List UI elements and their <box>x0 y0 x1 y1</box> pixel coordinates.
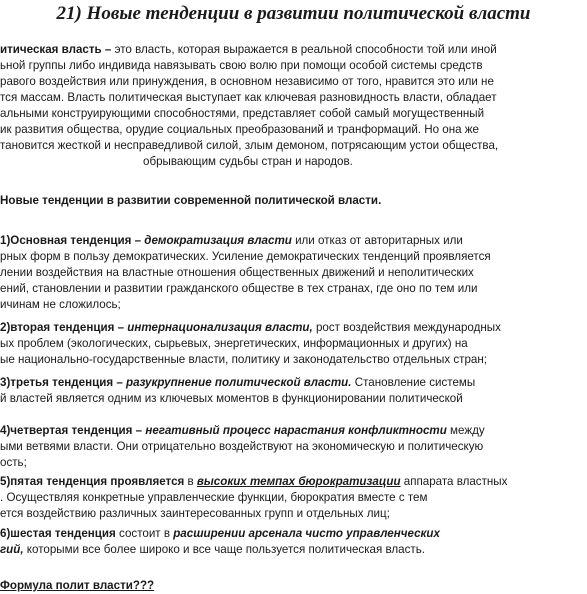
tendency-3-rest: Становление системы <box>351 376 476 389</box>
tendency-4-key: негативный процесс нарастания конфликтности <box>142 424 447 437</box>
intro-line-8: обрывающим судьбы стран и народов. <box>143 155 353 168</box>
tendency-6-line-2 <box>0 542 587 557</box>
tendency-1-line-1 <box>0 233 587 248</box>
tendency-2-line-1 <box>0 320 587 335</box>
tendency-4-rest: между <box>446 424 485 437</box>
tendency-1-line-3: лении воздействия на властные отношения общественных движений и неполитических <box>0 266 474 279</box>
tendency-6-line-1 <box>0 526 587 541</box>
tendency-2-line-2: ых проблем (экологических, сырьевых, энергетических, информационных и других) на <box>0 337 468 350</box>
formula-question: Формула полит власти??? <box>0 579 155 592</box>
tendency-5-mid: в <box>184 475 197 488</box>
intro-term: итическая власть – <box>0 43 112 56</box>
tendency-5-rest: аппарата властных <box>400 475 508 488</box>
intro-line-2: ьной группы либо индивида навязывать свою волю при помощи особой системы средств <box>0 59 483 72</box>
tendency-2-key: интернационализация власти, <box>124 321 313 334</box>
intro-line-6: ик развития общества, орудие социальных преобразований и транформаций. Но она же <box>0 123 480 136</box>
tendency-6-key-cont: гий, <box>0 543 24 556</box>
tendency-1-line-2: рных форм в пользу демократических. Усиление демократических тенденций проявляется <box>0 250 491 263</box>
section-heading: Новые тенденции в развитии современной политической власти. <box>0 194 382 207</box>
intro-line-5: альными конструирующими способностями, представляет собой самый могущественный <box>0 107 485 120</box>
tendency-3-line-2: й властей является одним из ключевых моментов в функционировании политической <box>0 392 463 405</box>
tendency-5-line-3: ется воздействию различных заинтересованных групп и отдельных лиц; <box>0 507 390 520</box>
intro-line-3: равого воздействия или принуждения, в основном независимо от того, нравится это или не <box>0 75 494 88</box>
tendency-1-rest: или отказ от авторитарных или <box>291 234 463 247</box>
page-title: 21) Новые тенденции в развитии политической власти <box>56 3 531 24</box>
tendency-4-line-1 <box>0 423 587 438</box>
tendency-1-line-4: ений, становлении и развитии гражданского обществе в тех странах, где оно по тем или <box>0 282 478 295</box>
tendency-6-key: расширении арсенала чисто управленческих <box>173 527 440 540</box>
intro-line-4: тся массам. Власть политическая выступает как ключевая разновидность власти, обладает <box>0 91 497 104</box>
tendency-1-key: демократизация власти <box>141 234 292 247</box>
tendency-5-line-1 <box>0 474 587 489</box>
tendency-1-lead: 1)Основная тенденция – <box>0 234 142 247</box>
tendency-5-lead: 5)пятая тенденция проявляется <box>0 475 185 488</box>
tendency-3-key: разукрупнение политической власти. <box>122 376 352 389</box>
tendency-5-key: высоких темпах бюрократизации <box>196 475 401 488</box>
tendency-3-lead: 3)третья тенденция – <box>0 376 123 389</box>
tendency-4-line-2: ыми ветвями власти. Они отрицательно воздействуют на экономическую и политическую <box>0 440 484 453</box>
tendency-6-mid: состоит в <box>115 527 174 540</box>
tendency-2-line-3: ые национально-государственные власти, политику и законодательство отдельных стран; <box>0 353 487 366</box>
tendency-6-rest: которыми все более широко и все чаще пользуется политическая власть. <box>23 543 425 556</box>
tendency-1-line-5: ичинам не сложилось; <box>0 298 121 311</box>
intro-line-7: тановится жесткой и несправедливой силой, злым демоном, потрясающим устои общества, <box>0 139 499 152</box>
tendency-6-lead: 6)шестая тенденция <box>0 527 116 540</box>
intro-text: это власть, которая выражается в реальной способности той или иной <box>111 43 497 56</box>
tendency-4-lead: 4)четвертая тенденция – <box>0 424 143 437</box>
intro-line-1 <box>0 42 587 57</box>
tendency-5-line-2: . Осуществляя конкретные управленческие функции, бюрократия вместе с тем <box>0 491 428 504</box>
tendency-4-line-3: ость; <box>0 456 27 469</box>
tendency-3-line-1 <box>0 375 587 390</box>
tendency-2-rest: рост воздействия международных <box>312 321 501 334</box>
tendency-2-lead: 2)вторая тенденция – <box>0 321 125 334</box>
